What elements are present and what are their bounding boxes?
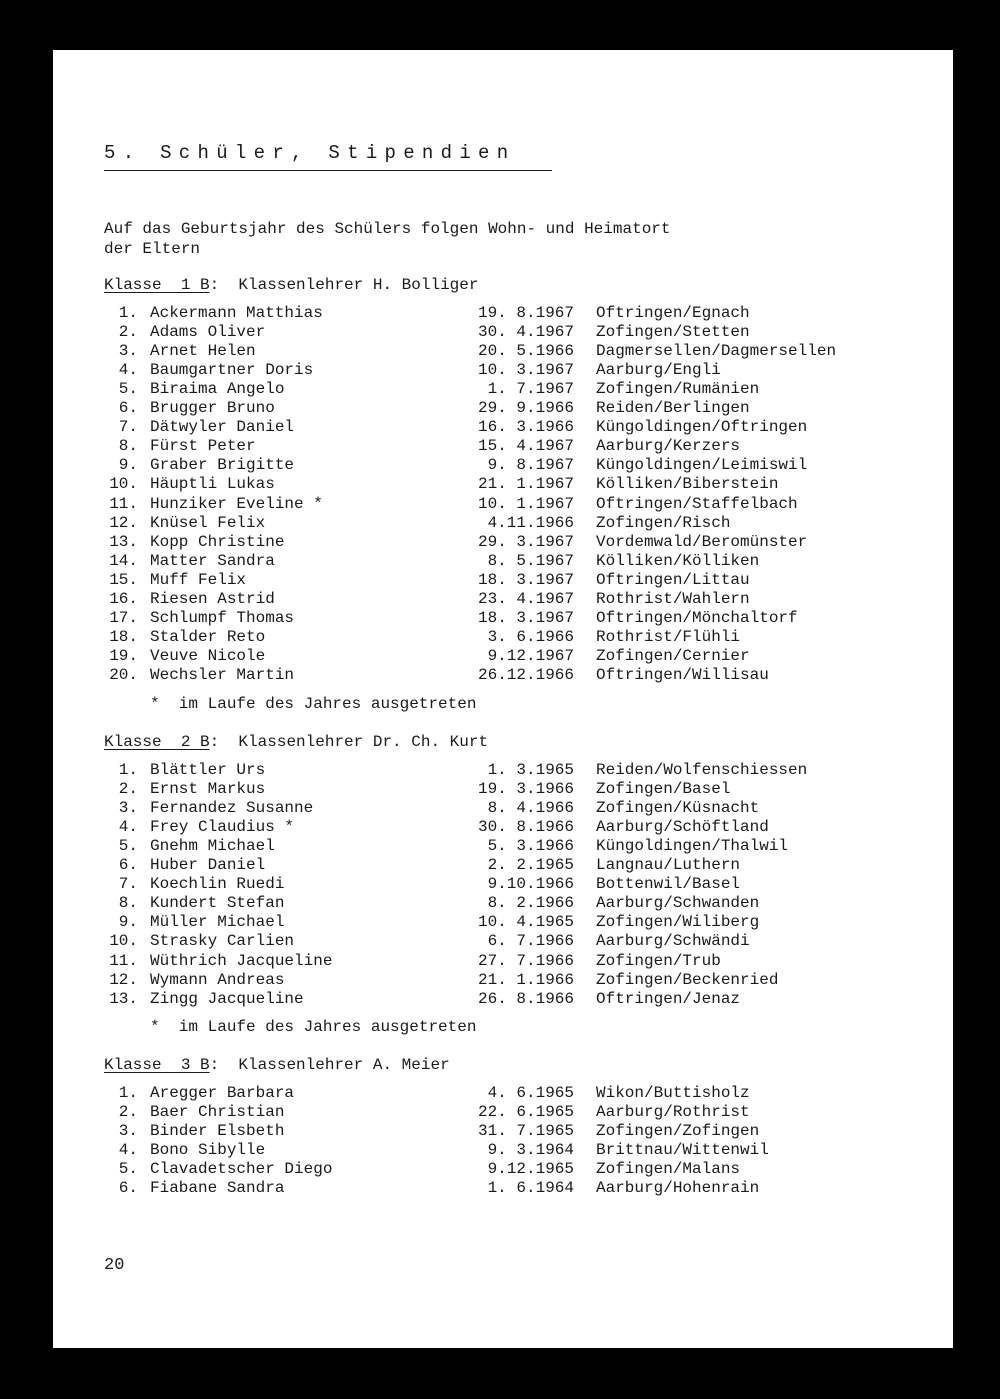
class-note: * im Laufe des Jahres ausgetreten — [150, 1018, 477, 1036]
student-number: 12. — [109, 513, 138, 532]
student-number: 2. — [118, 323, 138, 342]
residence-origin: Aarburg/Schwändi — [596, 932, 750, 951]
student-name: Binder Elsbeth — [150, 1122, 285, 1141]
birth-date: 19. 3.1966 — [477, 780, 574, 799]
student-name: Bono Sibylle — [150, 1141, 266, 1160]
residence-origin: Bottenwil/Basel — [596, 875, 741, 894]
student-number: 9. — [118, 913, 138, 932]
residence-origin: Zofingen/Wiliberg — [596, 913, 760, 932]
residence-origin: Aarburg/Engli — [596, 361, 721, 380]
birth-date: 8. 2.1966 — [487, 894, 574, 913]
student-name: Schlumpf Thomas — [150, 608, 295, 627]
student-name: Baumgartner Doris — [150, 361, 314, 380]
heading-underline — [104, 170, 552, 171]
birth-date: 23. 4.1967 — [477, 589, 574, 608]
class-heading-1b — [104, 276, 478, 294]
student-name: Ernst Markus — [150, 780, 266, 799]
student-name: Wechsler Martin — [150, 665, 295, 684]
birth-date: 8. 4.1966 — [487, 799, 574, 818]
student-number: 13. — [109, 532, 138, 551]
residence-origin: Zofingen/Basel — [596, 780, 731, 799]
residence-origin: Rothrist/Wahlern — [596, 589, 750, 608]
student-number: 6. — [118, 856, 138, 875]
student-name: Fernandez Susanne — [150, 799, 314, 818]
birth-date: 16. 3.1966 — [477, 418, 574, 437]
student-name: Baer Christian — [150, 1103, 285, 1122]
residence-origin: Aarburg/Schwanden — [596, 894, 760, 913]
student-name: Blättler Urs — [150, 761, 266, 779]
residence-origin: Oftringen/Mönchaltorf — [596, 608, 798, 627]
student-name: Huber Daniel — [150, 856, 266, 875]
birth-date: 30. 8.1966 — [477, 818, 574, 837]
birth-date: 31. 7.1965 — [477, 1122, 574, 1141]
student-number: 20. — [109, 665, 138, 684]
residence-origin: Zofingen/Stetten — [596, 323, 750, 342]
student-number: 4. — [118, 818, 138, 837]
student-name: Brugger Bruno — [150, 399, 275, 418]
class-label: Klasse 1 B — [104, 276, 210, 294]
student-number: 15. — [109, 570, 138, 589]
student-name: Stalder Reto — [150, 627, 266, 646]
birth-date: 29. 3.1967 — [477, 532, 574, 551]
birth-date: 10. 3.1967 — [477, 361, 574, 380]
student-name: Fürst Peter — [150, 437, 256, 456]
residence-origin: Aarburg/Hohenrain — [596, 1179, 760, 1198]
student-number: 12. — [109, 970, 138, 989]
class-heading-3b — [104, 1056, 450, 1074]
class-note: * im Laufe des Jahres ausgetreten — [150, 695, 477, 713]
student-name: Clavadetscher Diego — [150, 1160, 333, 1179]
student-number: 8. — [118, 894, 138, 913]
birth-date: 9.12.1965 — [487, 1160, 574, 1179]
student-number: 6. — [118, 1179, 138, 1198]
student-number: 2. — [118, 780, 138, 799]
residence-origin: Küngoldingen/Thalwil — [596, 837, 789, 856]
student-name: Aregger Barbara — [150, 1084, 295, 1102]
residence-origin: Zofingen/Küsnacht — [596, 799, 760, 818]
student-number: 1. — [118, 761, 138, 779]
birth-date: 19. 8.1967 — [477, 304, 574, 322]
student-number: 9. — [118, 456, 138, 475]
student-number: 5. — [118, 380, 138, 399]
residence-origin: Zofingen/Rumänien — [596, 380, 760, 399]
student-number: 10. — [109, 475, 138, 494]
residence-origin: Zofingen/Zofingen — [596, 1122, 760, 1141]
birth-date: 9. 3.1964 — [487, 1141, 574, 1160]
class-heading-2b — [104, 733, 488, 751]
student-number: 10. — [109, 932, 138, 951]
residence-origin: Reiden/Wolfenschiessen — [596, 761, 808, 779]
birth-date: 9.10.1966 — [487, 875, 574, 894]
student-name: Riesen Astrid — [150, 589, 275, 608]
residence-origin: Brittnau/Wittenwil — [596, 1141, 769, 1160]
residence-origin: Oftringen/Egnach — [596, 304, 750, 322]
residence-origin: Zofingen/Trub — [596, 951, 721, 970]
residence-origin: Oftringen/Jenaz — [596, 989, 741, 1008]
student-name: Graber Brigitte — [150, 456, 295, 475]
birth-date: 22. 6.1965 — [477, 1103, 574, 1122]
residence-origin: Reiden/Berlingen — [596, 399, 750, 418]
birth-date: 26. 8.1966 — [477, 989, 574, 1008]
student-name: Strasky Carlien — [150, 932, 295, 951]
student-number: 19. — [109, 646, 138, 665]
residence-origin: Dagmersellen/Dagmersellen — [596, 342, 837, 361]
student-number: 1. — [118, 304, 138, 322]
student-number: 13. — [109, 989, 138, 1008]
residence-origin: Aarburg/Rothrist — [596, 1103, 750, 1122]
residence-origin: Oftringen/Staffelbach — [596, 494, 798, 513]
birth-date: 10. 1.1967 — [477, 494, 574, 513]
class-teacher: : Klassenlehrer A. Meier — [209, 1056, 450, 1074]
student-number: 16. — [109, 589, 138, 608]
student-name: Matter Sandra — [150, 551, 275, 570]
residence-origin: Wikon/Buttisholz — [596, 1084, 750, 1102]
class-label: Klasse 3 B — [104, 1056, 210, 1074]
student-name: Biraima Angelo — [150, 380, 285, 399]
birth-date: 18. 3.1967 — [477, 570, 574, 589]
student-name: Hunziker Eveline * — [150, 494, 323, 513]
class-teacher: : Klassenlehrer H. Bolliger — [209, 276, 479, 294]
birth-date: 29. 9.1966 — [477, 399, 574, 418]
student-number: 2. — [118, 1103, 138, 1122]
birth-date: 4. 6.1965 — [487, 1084, 574, 1102]
birth-date: 4.11.1966 — [487, 513, 574, 532]
student-number: 17. — [109, 608, 138, 627]
student-name: Ackermann Matthias — [150, 304, 323, 322]
student-name: Adams Oliver — [150, 323, 266, 342]
student-name: Fiabane Sandra — [150, 1179, 285, 1198]
residence-origin: Küngoldingen/Oftringen — [596, 418, 808, 437]
student-name: Kundert Stefan — [150, 894, 285, 913]
student-number: 18. — [109, 627, 138, 646]
residence-origin: Oftringen/Willisau — [596, 665, 769, 684]
student-number: 6. — [118, 399, 138, 418]
birth-date: 20. 5.1966 — [477, 342, 574, 361]
class-label: Klasse 2 B — [104, 733, 210, 751]
student-number: 8. — [118, 437, 138, 456]
residence-origin: Rothrist/Flühli — [596, 627, 741, 646]
student-name: Gnehm Michael — [150, 837, 275, 856]
birth-date: 8. 5.1967 — [487, 551, 574, 570]
birth-date: 15. 4.1967 — [477, 437, 574, 456]
intro-text — [104, 219, 671, 259]
page-number: 20 — [104, 1256, 125, 1275]
student-name: Wüthrich Jacqueline — [150, 951, 333, 970]
student-name: Knüsel Felix — [150, 513, 266, 532]
student-name: Arnet Helen — [150, 342, 256, 361]
residence-origin: Zofingen/Beckenried — [596, 970, 779, 989]
student-name: Dätwyler Daniel — [150, 418, 295, 437]
student-name: Wymann Andreas — [150, 970, 285, 989]
residence-origin: Küngoldingen/Leimiswil — [596, 456, 808, 475]
birth-date: 9.12.1967 — [487, 646, 574, 665]
birth-date: 9. 8.1967 — [487, 456, 574, 475]
birth-date: 1. 7.1967 — [487, 380, 574, 399]
residence-origin: Zofingen/Risch — [596, 513, 731, 532]
birth-date: 2. 2.1965 — [487, 856, 574, 875]
birth-date: 3. 6.1966 — [487, 627, 574, 646]
residence-origin: Kölliken/Biberstein — [596, 475, 779, 494]
residence-origin: Zofingen/Malans — [596, 1160, 741, 1179]
residence-origin: Vordemwald/Beromünster — [596, 532, 808, 551]
student-number: 7. — [118, 418, 138, 437]
student-name: Zingg Jacqueline — [150, 989, 304, 1008]
student-name: Muff Felix — [150, 570, 247, 589]
intro-line: Auf das Geburtsjahr des Schülers folgen Wohn- und Heimatort — [104, 220, 671, 238]
residence-origin: Aarburg/Schöftland — [596, 818, 769, 837]
student-number: 4. — [118, 1141, 138, 1160]
birth-date: 27. 7.1966 — [477, 951, 574, 970]
birth-date: 5. 3.1966 — [487, 837, 574, 856]
student-number: 3. — [118, 799, 138, 818]
birth-date: 26.12.1966 — [477, 665, 574, 684]
student-number: 1. — [118, 1084, 138, 1102]
student-name: Müller Michael — [150, 913, 285, 932]
birth-date: 18. 3.1967 — [477, 608, 574, 627]
student-name: Koechlin Ruedi — [150, 875, 285, 894]
birth-date: 21. 1.1966 — [477, 970, 574, 989]
birth-date: 1. 6.1964 — [487, 1179, 574, 1198]
residence-origin: Langnau/Luthern — [596, 856, 741, 875]
student-number: 7. — [118, 875, 138, 894]
birth-date: 10. 4.1965 — [477, 913, 574, 932]
student-number: 11. — [109, 951, 138, 970]
birth-date: 6. 7.1966 — [487, 932, 574, 951]
section-heading: 5. Schüler, Stipendien — [104, 142, 516, 164]
student-number: 3. — [118, 1122, 138, 1141]
student-number: 5. — [118, 837, 138, 856]
student-name: Frey Claudius * — [150, 818, 295, 837]
intro-line: der Eltern — [104, 240, 201, 258]
residence-origin: Oftringen/Littau — [596, 570, 750, 589]
student-number: 11. — [109, 494, 138, 513]
student-number: 3. — [118, 342, 138, 361]
residence-origin: Kölliken/Kölliken — [596, 551, 760, 570]
residence-origin: Zofingen/Cernier — [596, 646, 750, 665]
student-name: Häuptli Lukas — [150, 475, 275, 494]
birth-date: 30. 4.1967 — [477, 323, 574, 342]
birth-date: 21. 1.1967 — [477, 475, 574, 494]
class-teacher: : Klassenlehrer Dr. Ch. Kurt — [209, 733, 489, 751]
birth-date: 1. 3.1965 — [487, 761, 574, 779]
student-number: 14. — [109, 551, 138, 570]
student-number: 5. — [118, 1160, 138, 1179]
student-name: Veuve Nicole — [150, 646, 266, 665]
student-number: 4. — [118, 361, 138, 380]
residence-origin: Aarburg/Kerzers — [596, 437, 741, 456]
student-name: Kopp Christine — [150, 532, 285, 551]
